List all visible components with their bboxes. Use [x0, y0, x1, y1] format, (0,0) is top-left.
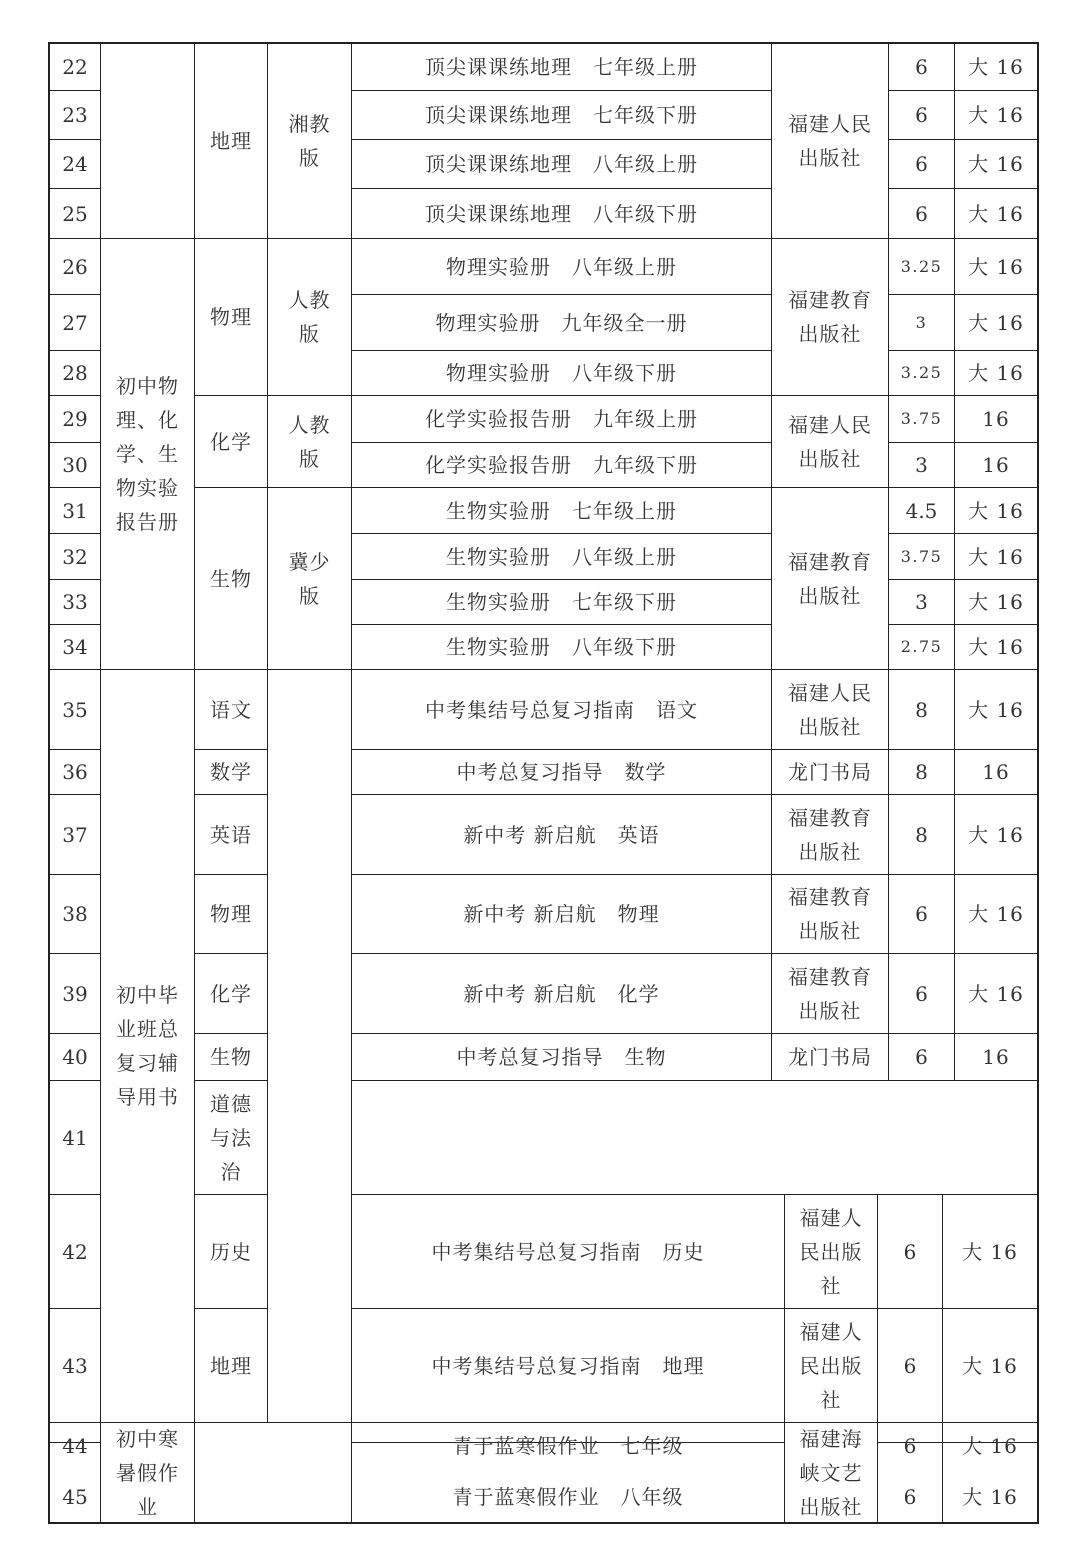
subject-cell: 地理 — [210, 129, 252, 153]
format-cell: 大 16 — [962, 1485, 1018, 1509]
row-number: 23 — [62, 103, 88, 127]
book-title: 新中考 新启航 英语 — [463, 822, 660, 847]
subject-cell: 地理 — [210, 1353, 252, 1378]
book-title: 顶尖课课练地理 八年级上册 — [425, 152, 698, 176]
subject-cell: 物理 — [210, 305, 252, 329]
format-cell: 大 16 — [962, 1434, 1018, 1458]
row-number: 36 — [62, 760, 88, 784]
book-title: 青于蓝寒假作业 八年级 — [452, 1485, 684, 1509]
row-divider — [351, 1080, 1039, 1081]
subject-cell: 生物 — [210, 1045, 252, 1069]
row-number: 43 — [62, 1353, 88, 1378]
book-title: 物理实验册 九年级全一册 — [435, 310, 688, 335]
publisher-cell: 福建人民 出版社 — [788, 412, 872, 471]
price-cell: 6 — [903, 1239, 917, 1264]
category-vacation-homework: 初中寒 暑假作 业 — [116, 1426, 179, 1519]
price-cell: 6 — [915, 1045, 928, 1069]
format-cell: 大 16 — [968, 981, 1024, 1006]
format-cell: 大 16 — [962, 1239, 1018, 1264]
format-cell: 大 16 — [968, 152, 1024, 176]
format-cell: 大 16 — [968, 498, 1024, 523]
format-cell: 大 16 — [968, 55, 1024, 79]
price-cell: 6 — [903, 1434, 917, 1458]
price-cell: 6 — [903, 1353, 917, 1378]
book-title: 生物实验册 八年级上册 — [446, 544, 677, 569]
format-cell: 大 16 — [968, 310, 1024, 335]
book-title: 化学实验报告册 九年级上册 — [425, 407, 698, 431]
row-number: 22 — [62, 55, 88, 79]
subject-cell: 生物 — [210, 566, 252, 591]
book-title: 中考总复习指导 生物 — [456, 1045, 667, 1069]
row-number: 44 — [62, 1434, 88, 1458]
row-number: 32 — [62, 544, 88, 569]
row-number: 26 — [62, 254, 88, 279]
price-cell: 8 — [915, 760, 928, 784]
price-cell: 3.75 — [900, 546, 943, 566]
edition-cell: 冀少 版 — [288, 549, 331, 608]
book-title: 物理实验册 八年级上册 — [446, 254, 677, 279]
row-number: 35 — [62, 697, 88, 722]
row-number: 41 — [62, 1125, 88, 1150]
table-border — [48, 1522, 1039, 1524]
publisher-cell: 福建人民 出版社 — [788, 112, 872, 170]
subject-cell: 道德 与法 治 — [210, 1091, 252, 1184]
format-cell: 大 16 — [968, 103, 1024, 127]
format-cell: 大 16 — [962, 1353, 1018, 1378]
row-number: 24 — [62, 152, 88, 176]
price-cell: 2.75 — [900, 637, 943, 656]
category-lab-reports: 初中物 理、化 学、生 物实验 报告册 — [116, 374, 179, 534]
book-title: 新中考 新启航 化学 — [463, 981, 660, 1006]
book-title: 新中考 新启航 物理 — [463, 902, 660, 926]
table-border — [1037, 42, 1039, 1524]
book-title: 生物实验册 七年级上册 — [446, 498, 677, 523]
format-cell: 大 16 — [968, 201, 1024, 226]
book-title: 顶尖课课练地理 八年级下册 — [425, 201, 698, 226]
price-cell: 6 — [915, 55, 928, 79]
publisher-cell: 福建教育 出版社 — [788, 885, 872, 943]
book-title: 中考集结号总复习指南 地理 — [431, 1353, 705, 1378]
format-cell: 大 16 — [968, 697, 1024, 722]
subject-cell: 物理 — [210, 902, 252, 926]
format-cell: 大 16 — [968, 544, 1024, 569]
publisher-cell: 福建教育 出版社 — [788, 964, 872, 1023]
price-cell: 4.5 — [905, 498, 938, 523]
book-title: 生物实验册 七年级下册 — [446, 590, 677, 614]
publisher-cell: 福建人 民出版 社 — [799, 1319, 863, 1412]
format-cell: 大 16 — [968, 361, 1024, 385]
price-cell: 6 — [915, 201, 928, 226]
format-cell: 大 16 — [968, 590, 1024, 614]
publisher-cell: 福建教育 出版社 — [788, 805, 872, 864]
row-number: 25 — [62, 201, 88, 226]
price-cell: 3.75 — [900, 409, 943, 428]
publisher-cell: 福建人民 出版社 — [788, 680, 872, 739]
publisher-cell: 福建教育 出版社 — [788, 288, 872, 346]
format-cell: 大 16 — [968, 254, 1024, 279]
publisher-cell: 福建海 峡文艺 出版社 — [799, 1426, 863, 1519]
book-title: 中考总复习指导 数学 — [456, 760, 667, 784]
row-number: 37 — [62, 822, 88, 847]
subject-cell: 英语 — [210, 822, 252, 847]
price-cell: 6 — [915, 902, 928, 926]
category-graduation-review: 初中毕 业班总 复习辅 导用书 — [116, 983, 179, 1109]
row-number: 40 — [62, 1045, 88, 1069]
row-number: 28 — [62, 361, 88, 385]
price-cell: 6 — [915, 152, 928, 176]
format-cell: 大 16 — [968, 635, 1024, 659]
row-number: 34 — [62, 635, 88, 659]
format-cell: 大 16 — [968, 822, 1024, 847]
price-cell: 3 — [915, 590, 928, 614]
subject-cell: 化学 — [210, 429, 252, 454]
row-number: 45 — [62, 1485, 88, 1509]
edition-cell: 人教 版 — [288, 288, 331, 346]
book-title: 化学实验报告册 九年级下册 — [425, 453, 698, 477]
row-number: 33 — [62, 590, 88, 614]
row-number: 31 — [62, 498, 88, 523]
subject-cell: 历史 — [210, 1239, 252, 1264]
publisher-cell: 龙门书局 — [788, 760, 872, 784]
price-cell: 8 — [915, 822, 928, 847]
format-cell: 大 16 — [968, 902, 1024, 926]
row-number: 27 — [62, 310, 88, 335]
format-cell: 16 — [982, 453, 1010, 477]
row-number: 38 — [62, 902, 88, 926]
subject-cell: 化学 — [210, 981, 252, 1006]
book-title: 生物实验册 八年级下册 — [446, 635, 677, 659]
format-cell: 16 — [982, 760, 1010, 784]
book-title: 物理实验册 八年级下册 — [446, 361, 677, 385]
book-title: 顶尖课课练地理 七年级下册 — [425, 103, 698, 127]
book-list-table — [48, 42, 1039, 1524]
publisher-cell: 福建教育 出版社 — [788, 549, 872, 608]
price-cell: 6 — [915, 103, 928, 127]
book-title: 中考集结号总复习指南 历史 — [431, 1239, 705, 1264]
book-title: 青于蓝寒假作业 七年级 — [452, 1434, 684, 1458]
price-cell: 6 — [915, 981, 928, 1006]
row-number: 29 — [62, 407, 88, 431]
format-cell: 16 — [982, 1045, 1010, 1069]
price-cell: 3 — [915, 453, 928, 477]
book-title: 中考集结号总复习指南 语文 — [425, 697, 698, 722]
subject-cell: 语文 — [210, 697, 252, 722]
publisher-cell: 福建人 民出版 社 — [799, 1205, 863, 1298]
price-cell: 3.25 — [900, 363, 943, 382]
edition-cell: 人教 版 — [288, 412, 331, 471]
subject-cell: 数学 — [210, 760, 252, 784]
price-cell: 3 — [915, 312, 928, 332]
row-number: 39 — [62, 981, 88, 1006]
book-title: 顶尖课课练地理 七年级上册 — [425, 55, 698, 79]
row-number: 42 — [62, 1239, 88, 1264]
edition-cell: 湘教 版 — [288, 112, 331, 170]
format-cell: 16 — [982, 407, 1010, 431]
price-cell: 6 — [903, 1485, 917, 1509]
row-number: 30 — [62, 453, 88, 477]
price-cell: 8 — [915, 697, 928, 722]
price-cell: 3.25 — [900, 256, 943, 276]
publisher-cell: 龙门书局 — [788, 1045, 872, 1069]
